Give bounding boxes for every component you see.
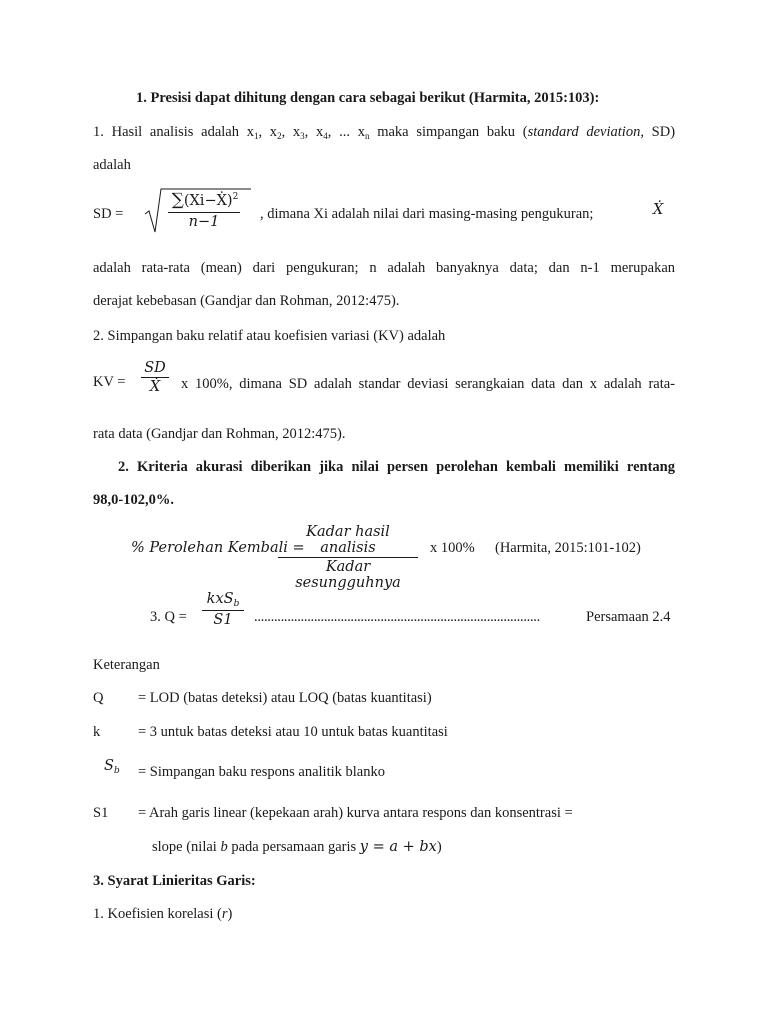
q-fraction: [202, 591, 244, 628]
equation-label: Persamaan 2.4: [586, 609, 671, 625]
keterangan-title: Keterangan: [93, 657, 160, 673]
heading-akurasi: 2. Kriteria akurasi diberikan jika nilai persen perolehan kembali memiliki rentang: [118, 459, 675, 475]
kv-numerator: SD: [144, 360, 166, 376]
q-lhs: 3. Q =: [150, 609, 187, 625]
recovery-reference: (Harmita, 2015:101-102): [495, 540, 641, 556]
kv-fraction: [141, 360, 169, 395]
kv-rata-rata: rata data (Gandjar dan Rohman, 2012:475).: [93, 426, 346, 442]
q-leader-dots: ......................................................................................: [254, 609, 540, 625]
keterangan-term-k: k: [93, 724, 101, 740]
heading-akurasi-range: 98,0-102,0%.: [93, 492, 174, 508]
sd-denominator: n−1: [188, 214, 220, 230]
xbar-symbol: Ẋ: [653, 202, 664, 218]
recovery-fraction: [278, 524, 418, 591]
sd-fraction-bar: [168, 212, 240, 213]
keterangan-slope: slope (nilai b pada persamaan garis y = a + bx): [152, 839, 442, 855]
paragraph-hasil-analisis: 1. Hasil analisis adalah $x_1$, $x_2$, $x_3$, $x_4$, ... $x_n$ maka simpangan baku (standard deviation, SD): [93, 124, 676, 141]
keterangan-def-s1: = Arah garis linear (kepekaan arah) kurva antara respons dan konsentrasi =: [138, 805, 573, 821]
sd-definition: , dimana Xi adalah nilai dari masing-masing pengukuran;: [260, 206, 594, 222]
keterangan-term-sb: $S_b$: [104, 758, 120, 776]
q-numerator: kxS$_b$: [206, 591, 240, 609]
keterangan-def-q: = LOD (batas deteksi) atau LOQ (batas kuantitasi): [138, 690, 432, 706]
paragraph-adalah: adalah: [93, 157, 131, 173]
recovery-lhs: % Perolehan Kembali =: [131, 540, 305, 556]
recovery-times: x 100%: [430, 540, 475, 556]
paragraph-derajat: derajat kebebasan (Gandjar dan Rohman, 2012:475).: [93, 293, 400, 309]
heading-linieritas: 3. Syarat Linieritas Garis:: [93, 873, 256, 889]
keterangan-term-q: Q: [93, 690, 104, 706]
paragraph-rata-rata: adalah rata-rata (mean) dari pengukuran; n adalah banyaknya data; dan n-1 merupakan: [93, 260, 675, 276]
kv-denominator: Ẋ: [149, 379, 161, 395]
heading-presisi: 1. Presisi dapat dihitung dengan cara sebagai berikut (Harmita, 2015:103):: [136, 90, 600, 106]
kv-lhs: KV =: [93, 374, 126, 390]
recovery-numerator: Kadar hasil analisis: [306, 524, 390, 556]
sd-lhs: SD =: [93, 206, 124, 222]
item-koefisien-korelasi: 1. Koefisien korelasi (r): [93, 906, 233, 922]
q-denominator: S1: [213, 612, 233, 628]
keterangan-def-sb: = Simpangan baku respons analitik blanko: [138, 764, 385, 780]
recovery-denominator: Kadar sesungguhnya: [295, 559, 401, 591]
kv-definition: x 100%, dimana SD adalah standar deviasi serangkaian data dan x adalah rata-: [181, 376, 675, 392]
keterangan-term-s1: S1: [93, 805, 109, 821]
keterangan-def-k: = 3 untuk batas deteksi atau 10 untuk batas kuantitasi: [138, 724, 448, 740]
paragraph-kv: 2. Simpangan baku relatif atau koefisien variasi (KV) adalah: [93, 328, 446, 344]
sd-numerator: ∑(Xi−Ẋ)$^2$: [171, 190, 239, 210]
